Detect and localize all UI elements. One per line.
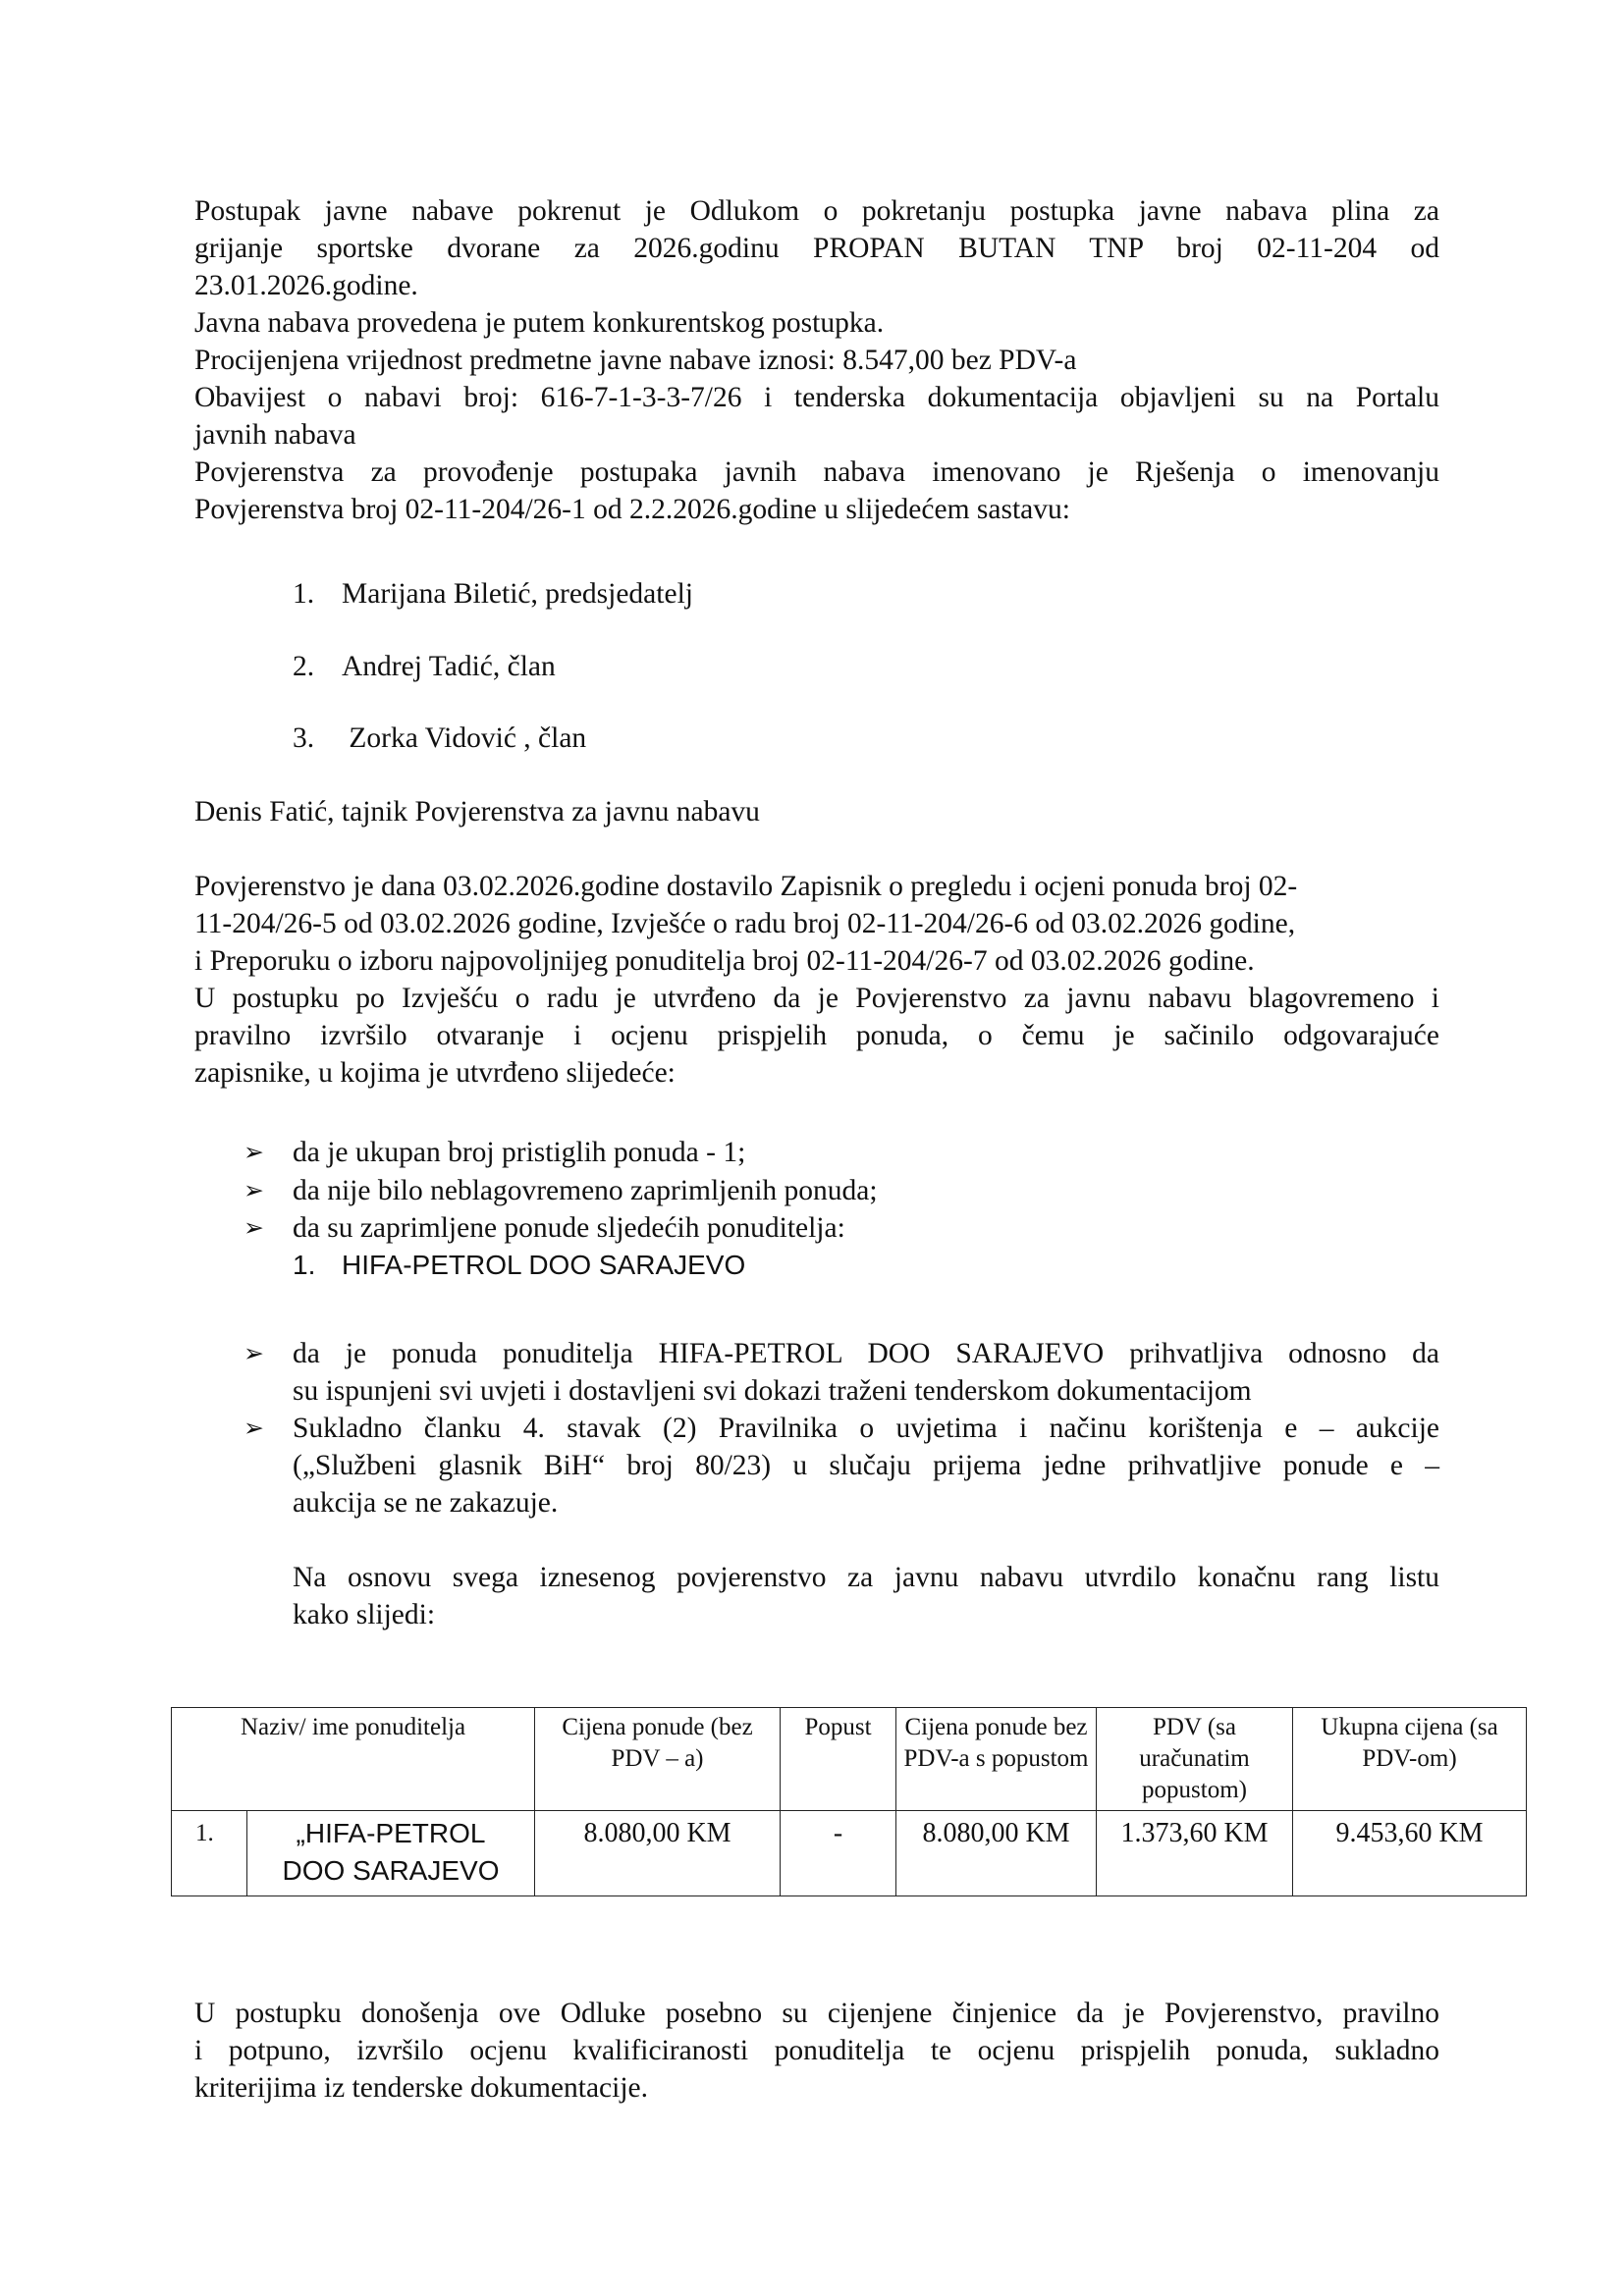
bullet-line: aukcija se ne zakazuje.: [293, 1487, 559, 1519]
estimate-text: Procijenjena vrijednost predmetne javne nabave iznosi: 8.547,00 bez PDV-a: [194, 345, 1077, 376]
bidder-name: HIFA-PETROL DOO SARAJEVO: [342, 1250, 746, 1280]
secretary-text: Denis Fatić, tajnik Povjerenstva za javnu nabavu: [194, 796, 760, 828]
arrow-bullet-icon: ➢: [244, 1213, 264, 1242]
notice-line: Obavijest o nabavi broj: 616-7-1-3-3-7/26 i tenderska dokumentacija objavljeni su na Portalu: [194, 382, 1439, 413]
secretary-line: [194, 793, 1439, 830]
arrow-bullet-icon: ➢: [244, 1138, 264, 1166]
procedure-text: Javna nabava provedena je putem konkurentskog postupka.: [194, 307, 885, 339]
committee-line: Povjerenstva za provođenje postupaka javnih nabava imenovano je Rješenja o imenovanju: [194, 456, 1439, 488]
header-price-discount: Cijena ponude bez PDV-a s popustom: [896, 1708, 1097, 1811]
member-name: Andrej Tadić, član: [342, 651, 556, 682]
bidder-number: 1.: [293, 1250, 316, 1280]
bullet-text: da nije bilo neblagovremeno zaprimljenih ponuda;: [293, 1175, 878, 1206]
finding-line: zapisnike, u kojima je utvrđeno slijedeće:: [194, 1057, 676, 1089]
finding-line: U postupku po Izvješću o radu je utvrđeno da je Povjerenstvo za javnu nabavu blagovremeno i: [194, 983, 1439, 1014]
intro-paragraph: [194, 192, 1439, 304]
finding-paragraph: [194, 980, 1439, 1092]
arrow-bullet-icon: ➢: [244, 1339, 264, 1367]
intro-line: grijanje sportske dvorane za 2026.godinu PROPAN BUTAN TNP broj 02-11-204 od: [194, 233, 1439, 264]
cell-name: „HIFA-PETROL DOO SARAJEVO: [247, 1811, 535, 1896]
table-row: [172, 1811, 1527, 1896]
bidder-item: [293, 1247, 745, 1284]
intro-line: Postupak javne nabave pokrenut je Odlukom o pokretanju postupka javne nabava plina za: [194, 195, 1439, 227]
bullet-text: da je ukupan broj pristiglih ponuda - 1;: [293, 1137, 746, 1168]
cell-vat: 1.373,60 KM: [1097, 1811, 1293, 1896]
cell-price: 8.080,00 KM: [535, 1811, 781, 1896]
bullet-line: („Službeni glasnik BiH“ broj 80/23) u slučaju prijema jedne prihvatljive ponude e –: [293, 1450, 1439, 1481]
member-item: [293, 648, 556, 685]
bullet-text-block: [293, 1410, 1439, 1522]
member-number: 2.: [293, 651, 315, 682]
bullet-text-block: [293, 1335, 1439, 1410]
arrow-bullet-icon: ➢: [244, 1176, 264, 1204]
conclusion-paragraph: [293, 1559, 1439, 1633]
member-name: Zorka Vidović , član: [342, 722, 587, 754]
cell-total: 9.453,60 KM: [1293, 1811, 1527, 1896]
cell-price-discount: 8.080,00 KM: [896, 1811, 1097, 1896]
cell-num: 1.: [172, 1811, 247, 1896]
bullet-text: da su zaprimljene ponude sljedećih ponuditelja:: [293, 1212, 845, 1244]
cell-discount: -: [781, 1811, 896, 1896]
closing-line: kriterijima iz tenderske dokumentacije.: [194, 2072, 648, 2104]
procedure-lines: [194, 304, 1439, 379]
member-number: 3.: [293, 722, 315, 754]
member-name: Marijana Biletić, predsjedatelj: [342, 578, 693, 610]
bullet-line: da je ponuda ponuditelja HIFA-PETROL DOO SARAJEVO prihvatljiva odnosno da: [293, 1338, 1439, 1369]
member-item: [293, 575, 693, 613]
member-item: [293, 720, 586, 757]
bullet-item: [244, 1335, 1439, 1410]
report-line: i Preporuku o izboru najpovoljnijeg ponuditelja broj 02-11-204/26-7 od 03.02.2026 godine.: [194, 945, 1255, 977]
member-number: 1.: [293, 578, 315, 610]
header-price: Cijena ponude (bez PDV – a): [535, 1708, 781, 1811]
ranking-table: [171, 1707, 1527, 1896]
closing-line: i potpuno, izvršilo ocjenu kvalificiranosti ponuditelja te ocjenu prispjelih ponuda, sukladno: [194, 2035, 1439, 2066]
bullet-line: su ispunjeni svi uvjeti i dostavljeni svi dokazi traženi tenderskom dokumentacijom: [293, 1375, 1252, 1407]
committee-paragraph: [194, 454, 1439, 528]
arrow-bullet-icon: ➢: [244, 1414, 264, 1442]
closing-line: U postupku donošenja ove Odluke posebno su cijenjene činjenice da je Povjerenstvo, pravilno: [194, 1998, 1439, 2029]
table-header-row: [172, 1708, 1527, 1811]
header-discount: Popust: [781, 1708, 896, 1811]
conclusion-line: kako slijedi:: [293, 1599, 436, 1630]
header-total: Ukupna cijena (sa PDV-om): [1293, 1708, 1527, 1811]
finding-line: pravilno izvršilo otvaranje i ocjenu prispjelih ponuda, o čemu je sačinilo odgovarajuće: [194, 1020, 1439, 1051]
report-line: Povjerenstvo je dana 03.02.2026.godine dostavilo Zapisnik o pregledu i ocjeni ponuda broj 02-: [194, 871, 1298, 902]
committee-line: Povjerenstva broj 02-11-204/26-1 od 2.2.2026.godine u slijedećem sastavu:: [194, 494, 1070, 525]
header-name: Naziv/ ime ponuditelja: [172, 1708, 535, 1811]
notice-paragraph: [194, 379, 1439, 454]
closing-paragraph: [194, 1995, 1439, 2107]
conclusion-line: Na osnovu svega iznesenog povjerenstvo za javnu nabavu utvrdilo konačnu rang listu: [293, 1562, 1439, 1593]
report-line: 11-204/26-5 od 03.02.2026 godine, Izvješće o radu broj 02-11-204/26-6 od 03.02.2026 godine,: [194, 908, 1296, 939]
bullet-line: Sukladno članku 4. stavak (2) Pravilnika o uvjetima i načinu korištenja e – aukcije: [293, 1413, 1439, 1444]
notice-line: javnih nabava: [194, 419, 356, 451]
report-paragraph: [194, 868, 1439, 980]
header-vat: PDV (sa uračunatim popustom): [1097, 1708, 1293, 1811]
bullet-item: [244, 1410, 1439, 1522]
intro-line: 23.01.2026.godine.: [194, 270, 418, 301]
